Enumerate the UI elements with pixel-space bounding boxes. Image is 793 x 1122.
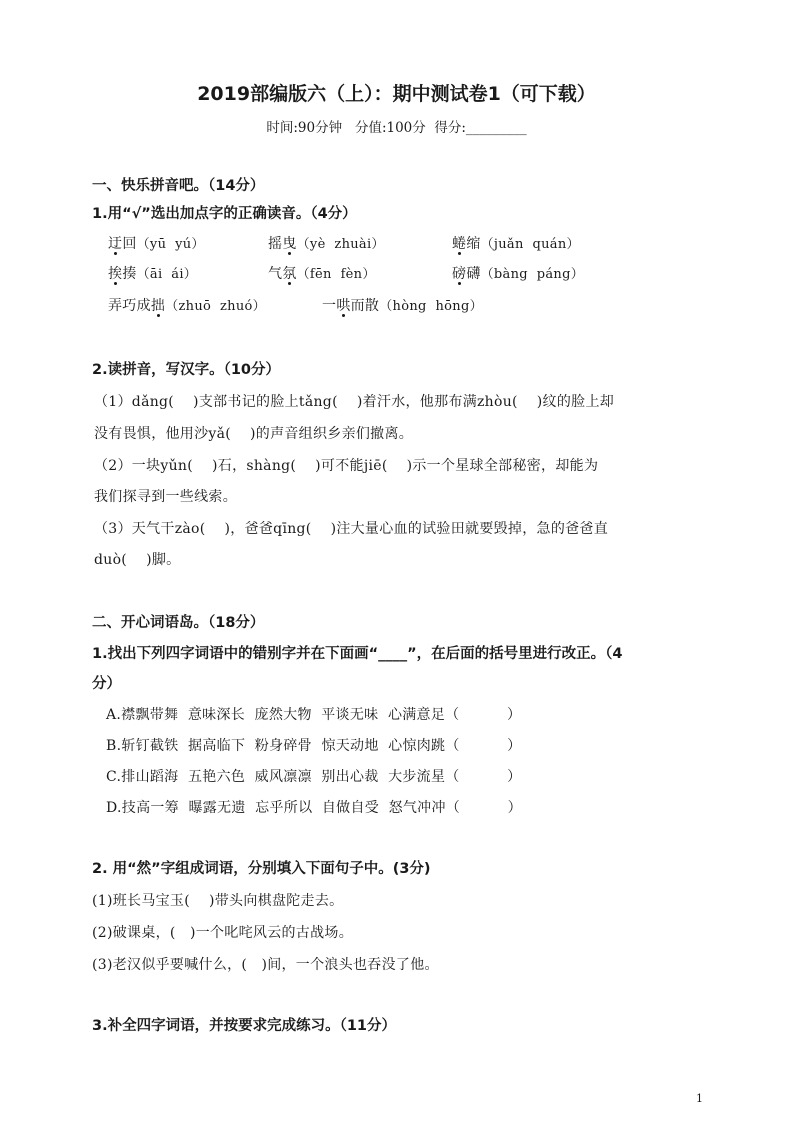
dotted-character: 哄: [336, 298, 351, 314]
pinyin-options: （yū yú）: [136, 237, 205, 252]
word-row-c: C.排山蹈海 五艳六色 威风凛凛 别出心裁 大步流星（ ）: [106, 769, 522, 785]
word-part: 弄巧成: [108, 298, 151, 314]
pinyin-options: （āi ái）: [136, 267, 198, 282]
pinyin-item: [268, 234, 385, 255]
word-row-d: D.技高一筹 曝露无遗 忘乎所以 自做自受 怒气冲冲（ ）: [106, 800, 522, 816]
word-part: 气: [268, 266, 283, 282]
page-title: 2019部编版六（上）：期中测试卷1（可下载）: [197, 83, 596, 105]
section-1-heading: 一、快乐拼音吧。（14分）: [92, 178, 265, 194]
dotted-character: 迂: [108, 236, 123, 252]
word-part: 摇: [268, 236, 283, 252]
pinyin-item: [108, 296, 266, 317]
pinyin-item: [268, 264, 376, 285]
dotted-character: 曳: [282, 236, 297, 252]
pinyin-item: [452, 234, 580, 255]
pinyin-options: （bàng páng）: [480, 267, 585, 282]
page-number: 1: [696, 1092, 703, 1105]
pinyin-item: [108, 234, 205, 255]
dotted-character: 磅: [452, 266, 467, 282]
question-line: duò( )脚。: [94, 552, 181, 568]
dotted-character: 氛: [282, 266, 297, 282]
word-row-a: A.襟飘带舞 意味深长 庞然大物 平谈无味 心满意足（ ）: [106, 707, 522, 723]
dotted-character: 挨: [108, 266, 123, 282]
question-2-3-title: 3.补全四字词语，并按要求完成练习。（11分）: [92, 1018, 397, 1034]
pinyin-options: （juǎn quán）: [480, 237, 580, 252]
question-line: 我们探寻到一些线索。: [94, 489, 237, 505]
question-1-2-title: 2.读拼音，写汉字。（10分）: [92, 362, 281, 378]
section-2-heading: 二、开心词语岛。（18分）: [92, 615, 265, 631]
pinyin-options: （fēn fèn）: [296, 267, 376, 282]
question-line: （1）dǎng( )支部书记的脸上tǎng( )着汗水，他那布满zhòu( )纹的脸上却: [94, 394, 615, 410]
question-line: (2)破课桌，( )一个叱咤风云的古战场。: [92, 925, 354, 941]
question-2-1-title: 1.找出下列四字词语中的错别字并在下面画“____”，在后面的括号里进行改正。（4: [92, 646, 623, 662]
question-line: (3)老汉似乎要喊什么，( )间，一个浪头也吞没了他。: [92, 957, 439, 973]
dotted-character: 蜷: [452, 236, 467, 252]
question-line: （3）天气干zào( )，爸爸qīng( )注大量心血的试验田就要毁掉，急的爸爸直: [94, 521, 609, 537]
exam-info: 时间:90分钟 分值:100分 得分:_________: [266, 120, 527, 136]
question-line: （2）一块yǔn( )石，shàng( )可不能jiē( )示一个星球全部秘密，却能为: [94, 458, 599, 474]
question-2-2-title: 2. 用“然”字组成词语，分别填入下面句子中。(3分): [92, 861, 431, 877]
word-part: 礴: [466, 266, 481, 282]
question-2-1-title-cont: 分）: [92, 676, 121, 692]
pinyin-item: [452, 264, 584, 285]
pinyin-options: （yè zhuài）: [296, 237, 385, 252]
pinyin-item: [108, 264, 197, 285]
word-part: 揍: [122, 266, 137, 282]
question-line: 没有畏惧，他用沙yǎ( )的声音组织乡亲们撤离。: [94, 426, 414, 442]
word-part: 一: [322, 298, 337, 314]
word-row-b: B.斩钉截铁 据高临下 粉身碎骨 惊天动地 心惊肉跳（ ）: [106, 738, 522, 754]
question-1-1-title: 1.用“√”选出加点字的正确读音。（4分）: [92, 206, 357, 222]
word-part: 而散: [350, 298, 380, 314]
word-part: 缩: [466, 236, 481, 252]
word-part: 回: [122, 236, 137, 252]
pinyin-options: （hòng hōng）: [379, 299, 483, 314]
pinyin-options: （zhuō zhuó）: [165, 299, 266, 314]
pinyin-item: [322, 296, 483, 317]
dotted-character: 拙: [150, 298, 166, 314]
question-line: (1)班长马宝玉( )带头向棋盘陀走去。: [92, 893, 344, 909]
